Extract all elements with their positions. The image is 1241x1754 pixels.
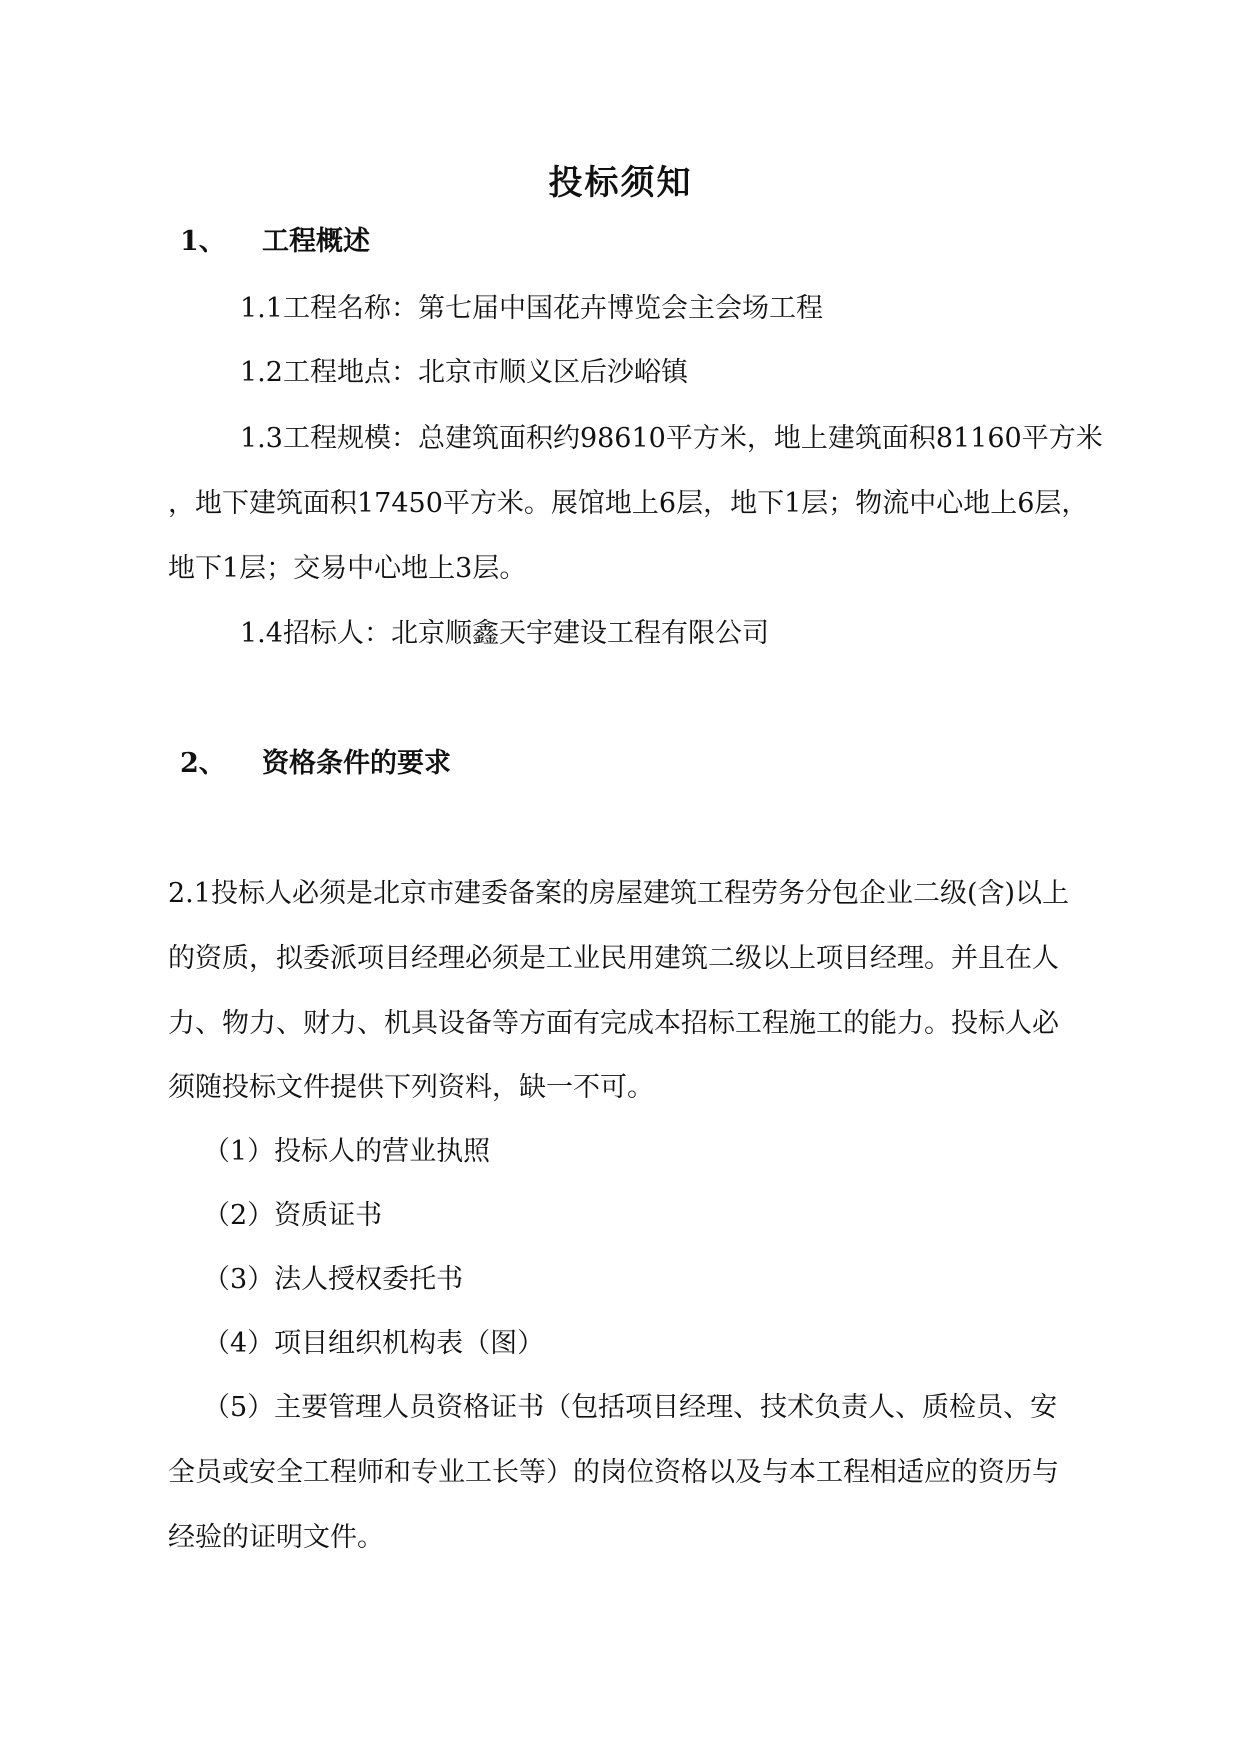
list-item-3: （3）法人授权委托书 (203, 1264, 464, 1295)
paragraph-2-1-line-4: 须随投标文件提供下列资料，缺一不可。 (168, 1072, 654, 1103)
list-item-5-line-2: 全员或安全工程师和专业工长等）的岗位资格以及与本工程相适应的资历与 (168, 1457, 1059, 1488)
section-2-title: 资格条件的要求 (262, 748, 451, 779)
list-item-5-line-1: （5）主要管理人员资格证书（包括项目经理、技术负责人、质检员、安 (203, 1392, 1058, 1423)
paragraph-2-1-line-1: 2.1投标人必须是北京市建委备案的房屋建筑工程劳务分包企业二级(含)以上 (168, 878, 1070, 909)
section-1-heading (180, 222, 370, 262)
list-item-5-line-3: 经验的证明文件。 (168, 1522, 384, 1553)
section-1-number: 1、 (180, 226, 226, 257)
paragraph-2-1-line-2: 的资质，拟委派项目经理必须是工业民用建筑二级以上项目经理。并且在人 (168, 943, 1059, 974)
section-1-title: 工程概述 (262, 226, 370, 257)
paragraph-1-1: 1.1工程名称：第七届中国花卉博览会主会场工程 (240, 293, 823, 324)
paragraph-1-2: 1.2工程地点：北京市顺义区后沙峪镇 (240, 357, 688, 388)
paragraph-1-3-line-1: 1.3工程规模：总建筑面积约98610平方米，地上建筑面积81160平方米 (240, 423, 1103, 454)
list-item-4: （4）项目组织机构表（图） (203, 1328, 545, 1359)
section-2-heading (180, 744, 451, 784)
paragraph-1-3-line-2: ，地下建筑面积17450平方米。展馆地上6层，地下1层；物流中心地上6层， (168, 488, 1089, 519)
paragraph-1-3-line-3: 地下1层；交易中心地上3层。 (168, 553, 527, 584)
paragraph-2-1-line-3: 力、物力、财力、机具设备等方面有完成本招标工程施工的能力。投标人必 (168, 1008, 1059, 1039)
list-item-1: （1）投标人的营业执照 (203, 1136, 491, 1167)
section-2-number: 2、 (180, 748, 226, 779)
paragraph-1-4: 1.4招标人：北京顺鑫天宇建设工程有限公司 (240, 618, 769, 649)
document-title: 投标须知 (548, 163, 693, 203)
list-item-2: （2）资质证书 (203, 1200, 383, 1231)
